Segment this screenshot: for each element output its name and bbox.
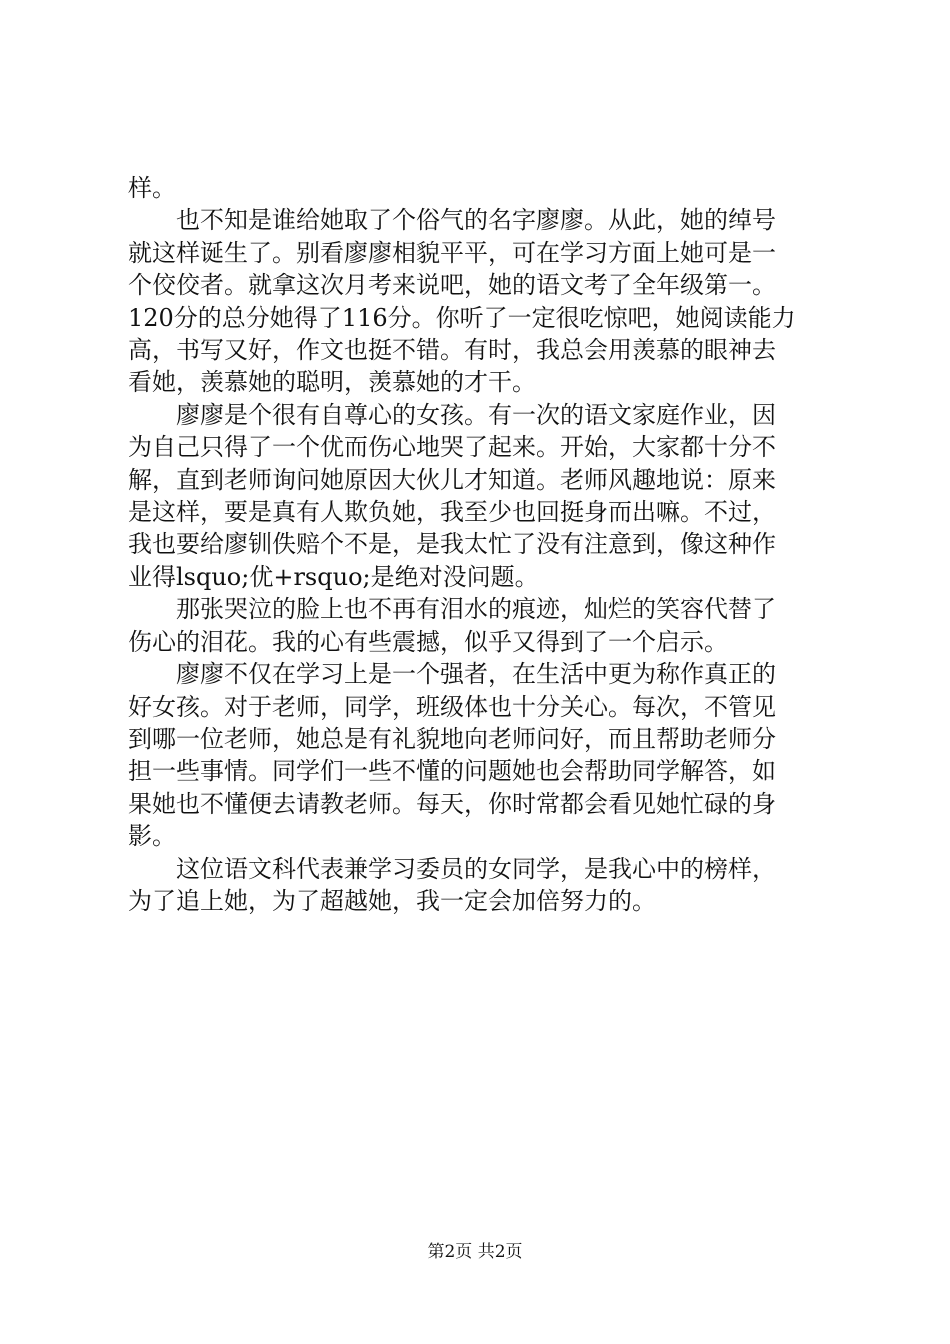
paragraph: 廖廖是个很有自尊心的女孩。有一次的语文家庭作业，因 为自己只得了一个优而伤心地哭了起来。开始，大家都十分不 解，直到老师询问她原因大伙儿才知道。老师风趣地说：原来 是这样，要是真有人欺负她，我至少也回挺身而出嘛。不过， 我也要给廖钏佚赔个不是，是我太忙了没有注意到，像这种作 业得lsquo;优+rsquo;是绝对没问题。 [128,400,776,591]
paragraph: 廖廖不仅在学习上是一个强者，在生活中更为称作真正的 好女孩。对于老师，同学，班级体也十分关心。每次，不管见 到哪一位老师，她总是有礼貌地向老师问好，而且帮助老师分 担一些事情。同学们一些不懂的问题她也会帮助同学解答，如 果她也不懂便去请教老师。每天，你时常都会看见她忙碌的身 影。 [128,660,776,851]
page-number-footer: 第2页 共2页 [427,1242,523,1262]
paragraph: 这位语文科代表兼学习委员的女同学，是我心中的榜样， 为了追上她，为了超越她，我一定会加倍努力的。 [128,854,776,915]
document-body [128,172,834,917]
paragraph: 那张哭泣的脸上也不再有泪水的痕迹，灿烂的笑容代替了 伤心的泪花。我的心有些震撼，似乎又得到了一个启示。 [128,595,776,656]
paragraph: 样。 [128,174,176,202]
paragraph: 也不知是谁给她取了个俗气的名字廖廖。从此，她的绰号 就这样诞生了。别看廖廖相貌平平，可在学习方面上她可是一 个佼佼者。就拿这次月考来说吧，她的语文考了全年级第一。 120分的总分她得了116分。你听了一定很吃惊吧，她阅读能力 高，书写又好，作文也挺不错。有时，我总会用羡慕的眼神去 看她，羡慕她的聪明，羡慕她的才干。 [128,206,796,397]
